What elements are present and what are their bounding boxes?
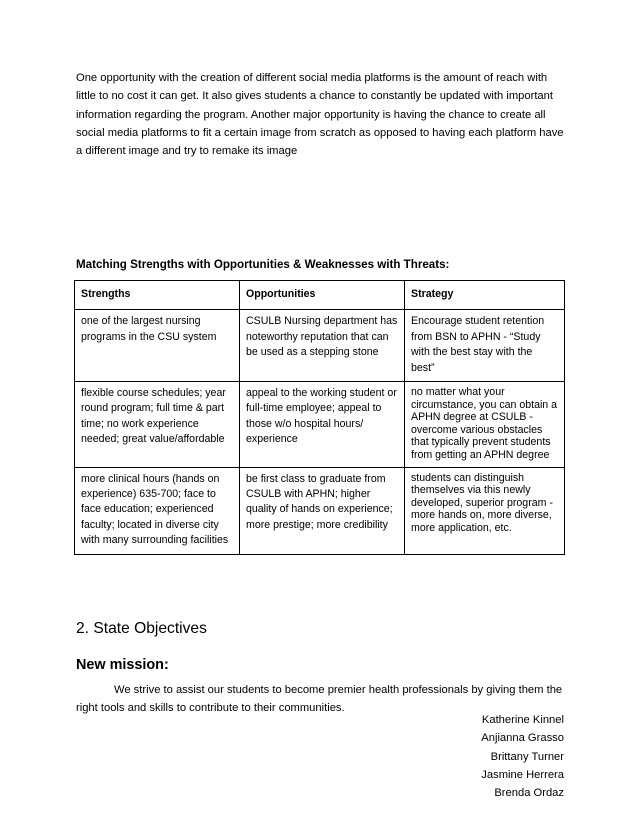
table-cell: students can distinguish themselves via this newly developed, superior program - more hands on, more diverse, more application, etc. xyxy=(405,467,565,554)
table-cell: no matter what your circumstance, you can obtain a APHN degree at CSULB - overcome various obstacles that typically prevent students from getting an APHN degree xyxy=(405,382,565,468)
table-row xyxy=(75,310,565,382)
mission-statement: We strive to assist our students to become premier health professionals by giving them the right tools and skills to contribute to their communities. xyxy=(76,684,563,715)
signer-name: Brenda Ordaz xyxy=(494,787,564,800)
table-cell: one of the largest nursing programs in the CSU system xyxy=(75,310,240,382)
opportunity-paragraph: One opportunity with the creation of different social media platforms is the amount of reach with little to no cost it can get. It also gives students a chance to constantly be updated with important information regarding the program. Another major opportunity is having the chance to create all social media platforms to fit a certain image from scratch as opposed to having each platform have a different image and try to remake its image xyxy=(76,72,564,158)
table-cell: flexible course schedules; year round program; full time & part time; no work experience needed; great value/affordable xyxy=(75,382,240,468)
table-cell: CSULB Nursing department has noteworthy reputation that can be used as a stepping stone xyxy=(240,310,405,382)
table-row xyxy=(75,382,565,468)
table-cell: more clinical hours (hands on experience) 635-700; face to face education; experienced faculty; located in diverse city with many surrounding facilities xyxy=(75,467,240,554)
table-cell: be first class to graduate from CSULB with APHN; higher quality of hands on experience; more prestige; more credibility xyxy=(240,467,405,554)
header-strategy: Strategy xyxy=(405,281,565,310)
signer-name: Brittany Turner xyxy=(490,750,564,763)
strategy-table xyxy=(74,280,565,555)
table-cell: Encourage student retention from BSN to APHN - “Study with the best stay with the best” xyxy=(405,310,565,382)
signer-name: Katherine Kinnel xyxy=(481,714,564,726)
signer-list xyxy=(481,711,564,802)
table-header-row xyxy=(75,281,565,310)
mission-heading: New mission: xyxy=(76,657,169,673)
table-cell: appeal to the working student or full-time employee; appeal to those w/o hospital hours/ experience xyxy=(240,382,405,468)
matching-heading: Matching Strengths with Opportunities & Weaknesses with Threats: xyxy=(76,258,450,271)
header-strengths: Strengths xyxy=(75,281,240,310)
objectives-heading: 2. State Objectives xyxy=(76,620,207,637)
header-opportunities: Opportunities xyxy=(240,281,405,310)
signer-name: Anjianna Grasso xyxy=(481,732,564,745)
table-row xyxy=(75,467,565,554)
signer-name: Jasmine Herrera xyxy=(481,768,564,781)
